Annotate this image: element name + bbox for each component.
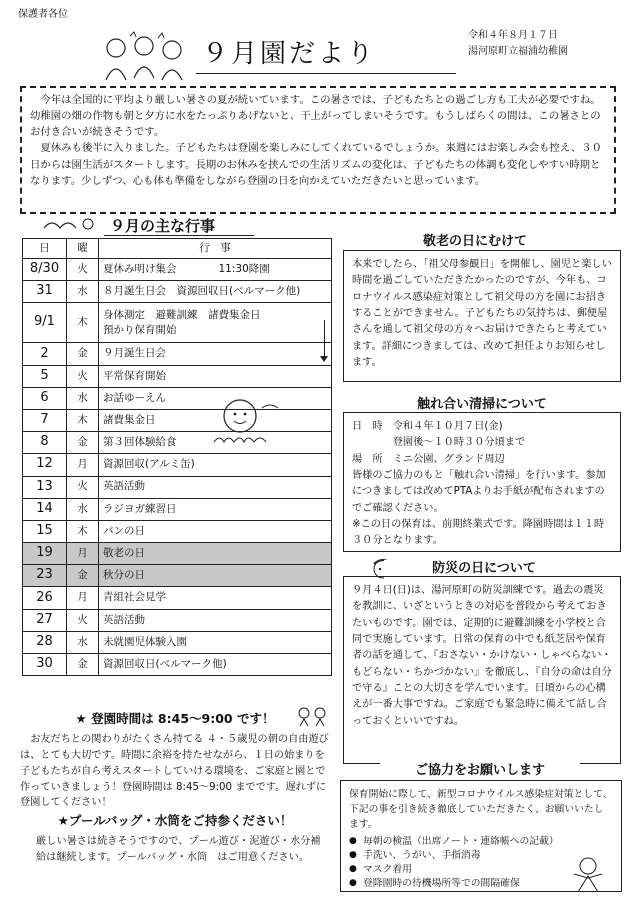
schedule-weekday: 木	[67, 409, 99, 431]
intro-paragraph-2: 夏休みも後半に入りました。子どもたちは登園を楽しみにしてくれているでしょうか。来週にはお楽しみ会も控え、３０日からは園生活がスタートします。長期のお休みを挟んでの生活リズムの変化は、子どもたちの体調も変化しやすい時期となります。少しずつ、心も体も準備をしながら登園の日を向かえていただきたいと思っています。	[30, 142, 602, 187]
schedule-header-row	[23, 239, 332, 259]
schedule-event: ９月誕生日会	[103, 347, 166, 360]
schedule-event-cell	[99, 631, 332, 653]
schedule-event: お話ゆーえん	[103, 391, 166, 404]
cleaning-datetime: 日 時 令和４年１０月７日(金)	[352, 421, 503, 432]
schedule-row	[23, 476, 332, 498]
schedule-table	[22, 238, 332, 676]
schedule-day: 13	[23, 476, 67, 498]
cleaning-childcare-note: ※この日の保育は、前期終業式です。降園時間は１１時３０分となります。	[352, 518, 605, 547]
children-illustration-icon	[100, 30, 192, 82]
schedule-row	[23, 609, 332, 631]
child-waving-icon	[568, 854, 608, 894]
bird-icon	[40, 214, 100, 236]
cleaning-note: 皆様のご協力のもと「触れ合い清掃」を行います。参加につきましては改めてPTAよりお手紙が配布されますのでご確認ください。	[352, 469, 606, 514]
header-weekday: 曜	[67, 239, 99, 259]
kids-running-icon	[296, 706, 330, 728]
title-underline	[196, 73, 456, 74]
continue-arrowhead	[320, 356, 328, 362]
cleaning-time: 登園後～１０時３０分頃まで	[352, 437, 526, 449]
schedule-weekday: 木	[67, 303, 99, 343]
schedule-row	[23, 520, 332, 542]
schedule-weekday: 木	[67, 520, 99, 542]
schedule-event: ラジヨガ練習日	[103, 502, 177, 515]
schedule-day: 23	[23, 565, 67, 587]
pool-bag-body: 厳しい暑さは続きそうですので、プール遊び・泥遊び・水分補給は継続します。プールバッグ・水筒 はご用意ください。	[36, 836, 321, 863]
schedule-weekday: 火	[67, 365, 99, 387]
cooperation-title: ご協力をお願いします	[380, 762, 580, 781]
schedule-day: 27	[23, 609, 67, 631]
schedule-row	[23, 281, 332, 303]
schedule-event: 秋分の日	[103, 569, 145, 582]
disaster-box	[343, 576, 621, 764]
intro-paragraph-1: 今年は全国的に平均より厳しい暑さの夏が続いています。この暑さでは、子どもたちとの過ごし方も工夫が必要ですね。幼稚園の畑の作物も朝と夕方に水をたっぷりあげないと、干上がってしまいそうです。もうしばらくの間は、この暑さとのお付き合いが続きそうです。	[30, 94, 601, 139]
schedule-event: 第３回体験給食	[103, 436, 177, 449]
schedule-row	[23, 543, 332, 565]
schedule-weekday: 金	[67, 654, 99, 676]
cooperation-item: ● マスク着用	[349, 863, 613, 877]
schedule-day: 19	[23, 543, 67, 565]
schedule-row	[23, 498, 332, 520]
schedule-event: 未就園児体験入園	[103, 635, 187, 648]
cleaning-place: 場 所 ミニ公園、グランド周辺	[352, 453, 505, 465]
schedule-event-cell	[99, 303, 332, 343]
cooperation-body: 保育開始に際して、新型コロナウイルス感染症対策として、下記の事を引き続き徹底していただきたく、お願いいたします。	[349, 789, 613, 831]
schedule-row	[23, 303, 332, 343]
schedule-event-cell	[99, 281, 332, 303]
sun-face-illustration-icon	[210, 392, 290, 448]
arrival-time-body: お友だちとの関わりがたくさん持てる ４・５歳児の朝の自由遊びは、とても大切です。時間に余裕を持たせながら、１日の始まりを子どもたちが自ら考えスタートしていける環境を、ご家庭と園とで作っていきましょう！登園時間は 8:45～9:00 までです。遅れずに登園してください！	[20, 734, 329, 809]
schedule-event-cell	[99, 609, 332, 631]
schedule-event-cell	[99, 498, 332, 520]
schedule-event-cell	[99, 565, 332, 587]
schedule-event: 英語活動	[103, 480, 145, 493]
schedule-event: 平常保育開始	[103, 369, 166, 382]
schedule-event-sub: 預かり保育開始	[103, 323, 177, 336]
schedule-event: 英語活動	[103, 613, 145, 626]
schedule-day: 8/30	[23, 259, 67, 281]
disaster-body: ９月４日(日)は、湯河原町の防災訓練です。過去の震災を教訓に、いざというときの対応を普段から考えておきたいものです。園では、定期的に避難訓練を小学校と合同で実施しています。日常の保育の中でも紙芝居や保育者の話を通して、『おさない・かけない・しゃべらない・もどらない・ちかづかない』を徹底し、『自分の命は自分で守る』ことの大切さを学んでいます。日頃からの心構えが一番大事ですね。ご家庭でも緊急時に備えて話し合っておくといいですね。	[352, 585, 612, 727]
schedule-weekday: 月	[67, 587, 99, 609]
schedule-weekday: 水	[67, 498, 99, 520]
schedule-day: 6	[23, 387, 67, 409]
school-name: 湯河原町立福浦幼稚園	[468, 45, 568, 57]
cooperation-item: ● 登降園時の待機場所等での間隔確保	[349, 877, 613, 891]
schedule-weekday: 金	[67, 432, 99, 454]
cooperation-item: ● 手洗い、うがい、手指消毒	[349, 849, 613, 863]
schedule-day: 28	[23, 631, 67, 653]
disaster-title: 防災の日について	[384, 560, 584, 579]
schedule-event-cell	[99, 543, 332, 565]
schedule-event: 諸費集金日	[103, 413, 156, 426]
schedule-weekday: 水	[67, 387, 99, 409]
schedule-event-cell	[99, 520, 332, 542]
schedule-event: 青組社会見学	[103, 591, 166, 604]
schedule-row	[23, 454, 332, 476]
schedule-event-cell	[99, 454, 332, 476]
schedule-weekday: 火	[67, 476, 99, 498]
schedule-row	[23, 259, 332, 281]
pool-bag-notice	[20, 812, 330, 866]
schedule-weekday: 月	[67, 454, 99, 476]
schedule-day: 14	[23, 498, 67, 520]
continue-arrow	[324, 320, 325, 358]
date-text: 令和４年８月１７日	[468, 30, 558, 41]
keiro-box	[343, 250, 621, 382]
keiro-title: 敬老の日にむけて	[400, 233, 550, 252]
schedule-day: 15	[23, 520, 67, 542]
schedule-row	[23, 654, 332, 676]
schedule-event: 資源回収日(ベルマーク他)	[103, 657, 227, 670]
schedule-event-cell	[99, 476, 332, 498]
schedule-day: 12	[23, 454, 67, 476]
schedule-event-cell	[99, 365, 332, 387]
schedule-day: 9/1	[23, 303, 67, 343]
cleaning-title: 触れ合い清掃について	[374, 396, 590, 415]
schedule-row	[23, 365, 332, 387]
schedule-weekday: 火	[67, 609, 99, 631]
header-day: 日	[23, 239, 67, 259]
schedule-event: 敬老の日	[103, 547, 145, 560]
schedule-day: 8	[23, 432, 67, 454]
schedule-event: 身体測定 避難訓練 諸費集金日	[103, 308, 261, 321]
schedule-event-cell	[99, 654, 332, 676]
schedule-day: 30	[23, 654, 67, 676]
schedule-weekday: 金	[67, 343, 99, 365]
schedule-event: ８月誕生日会 資源回収日(ベルマーク他)	[103, 285, 301, 298]
schedule-event: 資源回収(アルミ缶)	[103, 458, 195, 471]
schedule-row	[23, 565, 332, 587]
schedule-event: 夏休み明け集会 11:30降園	[103, 262, 270, 275]
schedule-day: 26	[23, 587, 67, 609]
schedule-day: 31	[23, 281, 67, 303]
schedule-day: 5	[23, 365, 67, 387]
schedule-event: パンの日	[103, 524, 145, 537]
schedule-weekday: 金	[67, 565, 99, 587]
schedule-event-cell	[99, 343, 332, 365]
arrival-time-title: ★ 登園時間は 8:45～9:00 です！	[75, 711, 275, 726]
schedule-day: 7	[23, 409, 67, 431]
schedule-row	[23, 587, 332, 609]
intro-box	[20, 86, 616, 214]
cooperation-item: ● 毎朝の検温（出席ノート・連絡帳への記載）	[349, 835, 613, 849]
schedule-event-cell	[99, 587, 332, 609]
arrival-time-notice	[20, 710, 330, 811]
schedule-row	[23, 631, 332, 653]
schedule-weekday: 月	[67, 543, 99, 565]
pool-bag-title: ★プールバッグ・水筒をご持参ください！	[57, 813, 293, 828]
schedule-title-underline	[104, 235, 254, 236]
keiro-body: 本来でしたら、「祖父母参観日」を開催し、園児と楽しい時間を過ごしていただきたかったのですが、今年も、コロナウイルス感染症対策として祖父母の方を園にお招きすることができません。子どもたちの気持ちは、郵便屋さんを通して祖父母の方々へお届けできたらと考えています。詳細につきましては、改めて担任よりお知らせします。	[352, 259, 612, 368]
cleaning-box	[343, 412, 621, 552]
schedule-title: ９月の主な行事	[110, 217, 216, 235]
schedule-day: 2	[23, 343, 67, 365]
schedule-row	[23, 343, 332, 365]
schedule-event-cell	[99, 259, 332, 281]
page-title: ９月園だより	[202, 39, 377, 69]
addressee: 保護者各位	[18, 9, 68, 20]
issue-date	[468, 28, 568, 59]
header-event: 行 事	[99, 239, 332, 259]
schedule-weekday: 水	[67, 281, 99, 303]
schedule-weekday: 火	[67, 259, 99, 281]
schedule-weekday: 水	[67, 631, 99, 653]
